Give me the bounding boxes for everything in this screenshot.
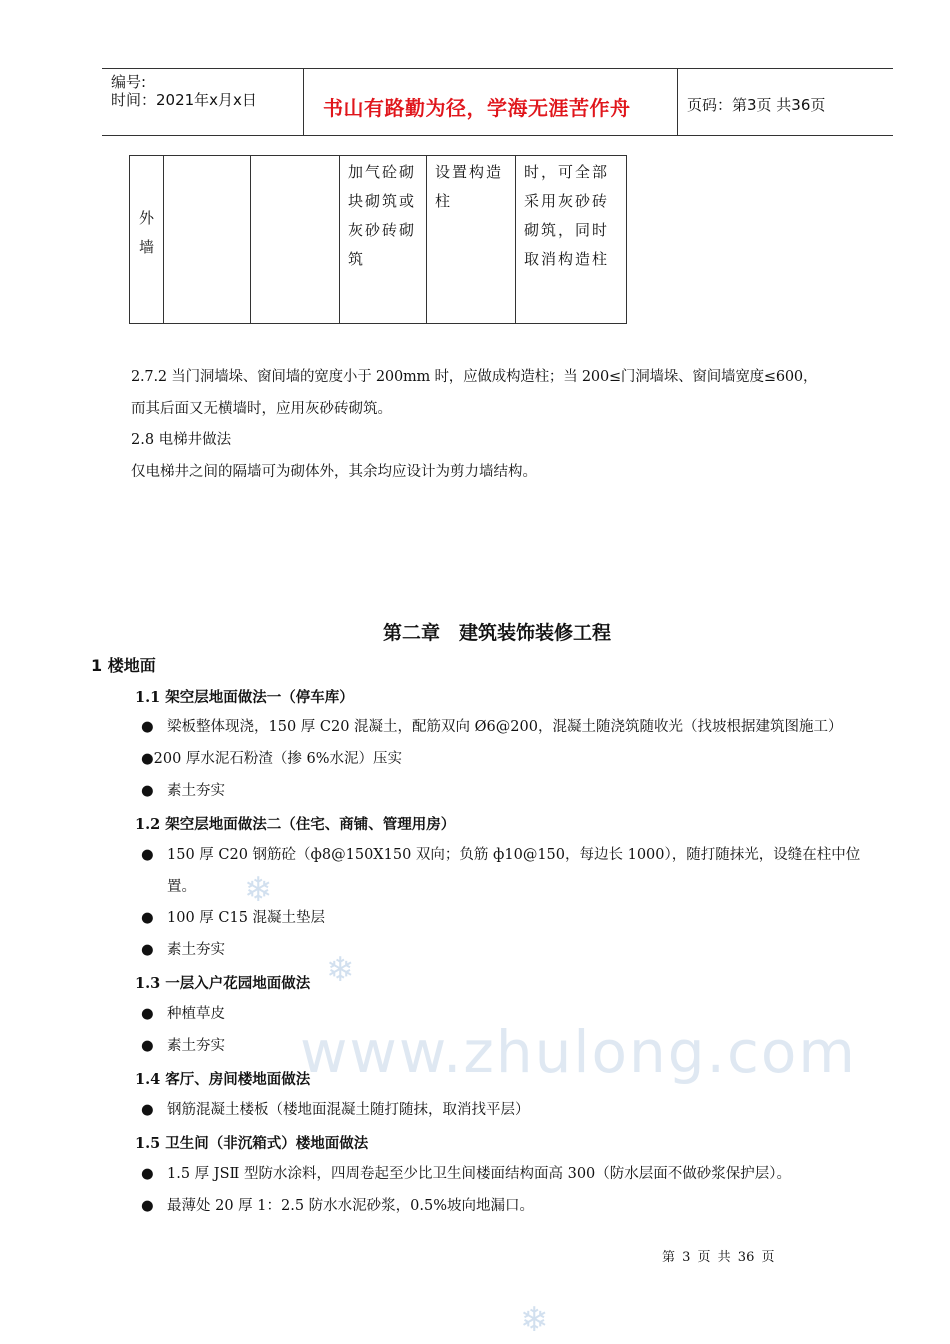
list-item-text: 钢筋混凝土楼板（楼地面混凝土随打随抹，取消找平层） [167, 1102, 530, 1118]
table-text-column: 设置构造 柱 [435, 163, 504, 210]
bullet-icon: ● [141, 783, 154, 799]
list-item [141, 781, 225, 801]
bullet-icon: ● [141, 910, 154, 926]
bullet-icon: ● [141, 942, 154, 958]
subsection-title: 1.1 架空层地面做法一（停车库） [135, 689, 354, 706]
para-28-text: 仅电梯井之间的隔墙可为砌体外，其余均应设计为剪力墙结构。 [131, 464, 537, 480]
list-item-text: 最薄处 20 厚 1：2.5 防水水泥砂浆，0.5%坡向地漏口。 [167, 1198, 535, 1214]
header-time-label: 时间：2021年x月x日 [111, 91, 257, 109]
para-272-line1: 2.7.2 当门洞墙垛、窗间墙的宽度小于 200mm 时，应做成构造柱；当 200≤门洞墙垛、窗间墙宽度≤600， [131, 369, 818, 385]
header-bottom-rule [102, 135, 893, 136]
list-item-text: 梁板整体现浇，150 厚 C20 混凝土，配筋双向 Ø6@200，混凝土随浇筑随收光（找坡根据建筑图施工） [167, 719, 843, 735]
table-text-outer-wall: 外 墙 [138, 209, 154, 256]
list-item [141, 940, 225, 960]
list-item [141, 1196, 534, 1216]
table-cell-wall-type [130, 156, 164, 324]
para-272-line2: 而其后面又无横墙时，应用灰砂砖砌筑。 [131, 401, 392, 417]
bullet-icon: ● [141, 1198, 154, 1214]
bullet-icon: ● [141, 1166, 154, 1182]
bullet-icon: ● [141, 1038, 154, 1054]
bullet-icon: ● [141, 719, 154, 735]
list-item-text: ●200 厚水泥石粉渣（掺 6%水泥）压实 [141, 751, 403, 767]
header-number-label: 编号: [111, 73, 147, 91]
header-top-rule [102, 68, 893, 69]
para-28-title: 2.8 电梯井做法 [131, 432, 232, 448]
list-item [141, 908, 325, 928]
table-text-material: 加气砼砌 块砌筑或 灰砂砖砌 筑 [348, 163, 417, 268]
table-cell-empty [164, 156, 251, 324]
list-item [141, 1004, 225, 1024]
list-item [141, 749, 402, 769]
page-footer: 第 3 页 共 36 页 [662, 1250, 775, 1265]
header-page-code: 页码：第3页 共36页 [687, 96, 826, 114]
watermark-text: www.zhulong.com [300, 1018, 857, 1086]
header-divider [303, 68, 304, 135]
chapter-title: 第二章 建筑装饰装修工程 [383, 622, 612, 644]
wall-table [129, 155, 627, 324]
subsection-title: 1.5 卫生间（非沉箱式）楼地面做法 [135, 1135, 369, 1152]
list-item [141, 1164, 791, 1184]
list-item-text: 素土夯实 [167, 1038, 225, 1054]
watermark-snowflake-icon: ❄ [244, 870, 273, 910]
list-item [141, 845, 860, 865]
subsection-title: 1.3 一层入户花园地面做法 [135, 975, 311, 992]
header-motto: 书山有路勤为径，学海无涯苦作舟 [323, 96, 631, 120]
subsection-title: 1.2 架空层地面做法二（住宅、商铺、管理用房） [135, 816, 456, 833]
list-item-text: 素土夯实 [167, 942, 225, 958]
table-text-note: 时，可全部 采用灰砂砖 砌筑，同时 取消构造柱 [524, 163, 610, 268]
watermark-snowflake-icon: ❄ [326, 950, 355, 990]
subsection-title: 1.4 客厅、房间楼地面做法 [135, 1071, 311, 1088]
list-item [141, 1100, 530, 1120]
table-cell-column [427, 156, 516, 324]
list-item-continuation: 置。 [167, 879, 196, 895]
list-item-text: 100 厚 C15 混凝土垫层 [167, 910, 326, 926]
bullet-icon: ● [141, 1006, 154, 1022]
header-divider [677, 68, 678, 135]
bullet-icon: ● [141, 1102, 154, 1118]
list-item [141, 1036, 225, 1056]
table-cell-note [516, 156, 627, 324]
list-item-text: 150 厚 C20 钢筋砼（ф8@150X150 双向；负筋 ф10@150，每边长 1000），随打随抹光，设缝在柱中位 [167, 847, 861, 863]
watermark-snowflake-icon: ❄ [520, 1300, 549, 1340]
table-cell-material [340, 156, 427, 324]
section-title: 1 楼地面 [91, 656, 156, 675]
bullet-icon: ● [141, 847, 154, 863]
table-cell-empty [251, 156, 340, 324]
list-item-text: 素土夯实 [167, 783, 225, 799]
list-item-text: 1.5 厚 JSⅡ 型防水涂料，四周卷起至少比卫生间楼面结构面高 300（防水层面不做砂浆保护层）。 [167, 1166, 792, 1182]
list-item [141, 717, 842, 737]
list-item-text: 种植草皮 [167, 1006, 225, 1022]
